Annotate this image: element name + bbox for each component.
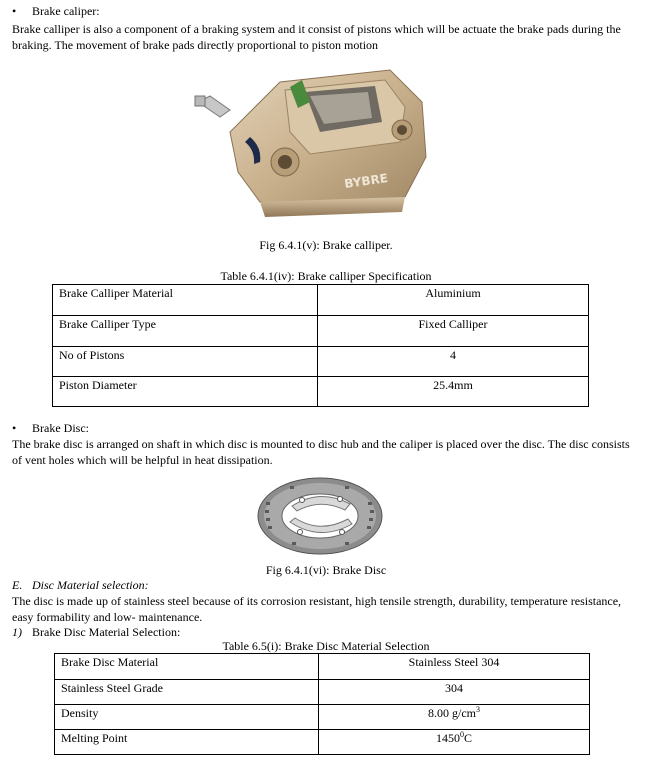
bullet-icon: • [12, 421, 17, 435]
brake-disc-image [250, 472, 390, 558]
table-cell-value: 304 [319, 680, 590, 705]
caliper-bullet-heading [12, 3, 100, 19]
table-cell-value: 4 [318, 347, 589, 377]
density-value: 8.00 g/cm [428, 706, 476, 720]
table-cell-value: 25.4mm [318, 377, 589, 407]
material-spec-table [54, 653, 590, 755]
table-cell-label: Brake Calliper Type [53, 316, 318, 347]
material-paragraph: The disc is made up of stainless steel because of its corrosion resistant, high tensile strength, durability, temperature resistance, easy formability and low- maintenance. [12, 594, 622, 624]
disc-heading-text: Brake Disc: [32, 421, 89, 435]
material-heading [12, 577, 149, 593]
table-row [53, 285, 589, 316]
table-cell-value: Aluminium [318, 285, 589, 316]
brake-caliper-image [190, 62, 440, 222]
table-row [53, 347, 589, 377]
table-cell-value: Stainless Steel 304 [319, 654, 590, 680]
material-heading-text: Disc Material selection: [32, 578, 149, 592]
table-row [55, 705, 590, 730]
table-cell-label: Brake Calliper Material [53, 285, 318, 316]
density-exponent: 3 [476, 705, 480, 714]
brake-caliper-illustration [190, 62, 440, 222]
table-cell-label: Stainless Steel Grade [55, 680, 319, 705]
table-row [55, 730, 590, 755]
caliper-table-title: Table 6.4.1(iv): Brake calliper Specification [220, 269, 432, 283]
table-row [53, 316, 589, 347]
disc-bullet-heading [12, 420, 89, 436]
table-row [53, 377, 589, 407]
table-cell-label: Melting Point [55, 730, 319, 755]
table-cell-label: Piston Diameter [53, 377, 318, 407]
material-table-title: Table 6.5(i): Brake Disc Material Selection [222, 639, 430, 653]
melting-value: 1450 [435, 731, 460, 745]
degree-symbol: 0 [459, 730, 464, 739]
table-cell-label: Density [55, 705, 319, 730]
table-row [55, 680, 590, 705]
bullet-icon: • [12, 4, 17, 18]
caliper-heading-text: Brake caliper: [32, 4, 100, 18]
caliper-figure-caption: Fig 6.4.1(v): Brake calliper. [259, 238, 393, 252]
material-sub-number: 1) [12, 625, 22, 639]
disc-paragraph: The brake disc is arranged on shaft in which disc is mounted to disc hub and the caliper is placed over the disc. The disc consists of vent holes which will be helpful in heat dissipation. [12, 437, 630, 467]
melting-unit: C [463, 731, 472, 745]
caliper-spec-table [52, 284, 589, 407]
table-cell-label: Brake Disc Material [55, 654, 319, 680]
caliper-paragraph: Brake calliper is also a component of a braking system and it consist of pistons which will be actuate the brake pads during the braking. The movement of brake pads directly proportional to piston motion [12, 22, 621, 52]
material-sub-text: Brake Disc Material Selection: [32, 625, 181, 639]
table-cell-value [319, 705, 590, 730]
disc-figure-caption: Fig 6.4.1(vi): Brake Disc [265, 563, 387, 577]
caliper-logo-text: BYBRE [343, 171, 389, 191]
material-heading-letter: E. [12, 578, 23, 592]
table-cell-value: Fixed Calliper [318, 316, 589, 347]
brake-disc-illustration [250, 472, 390, 558]
table-row [55, 654, 590, 680]
table-cell-label: No of Pistons [53, 347, 318, 377]
table-cell-value [319, 730, 590, 755]
